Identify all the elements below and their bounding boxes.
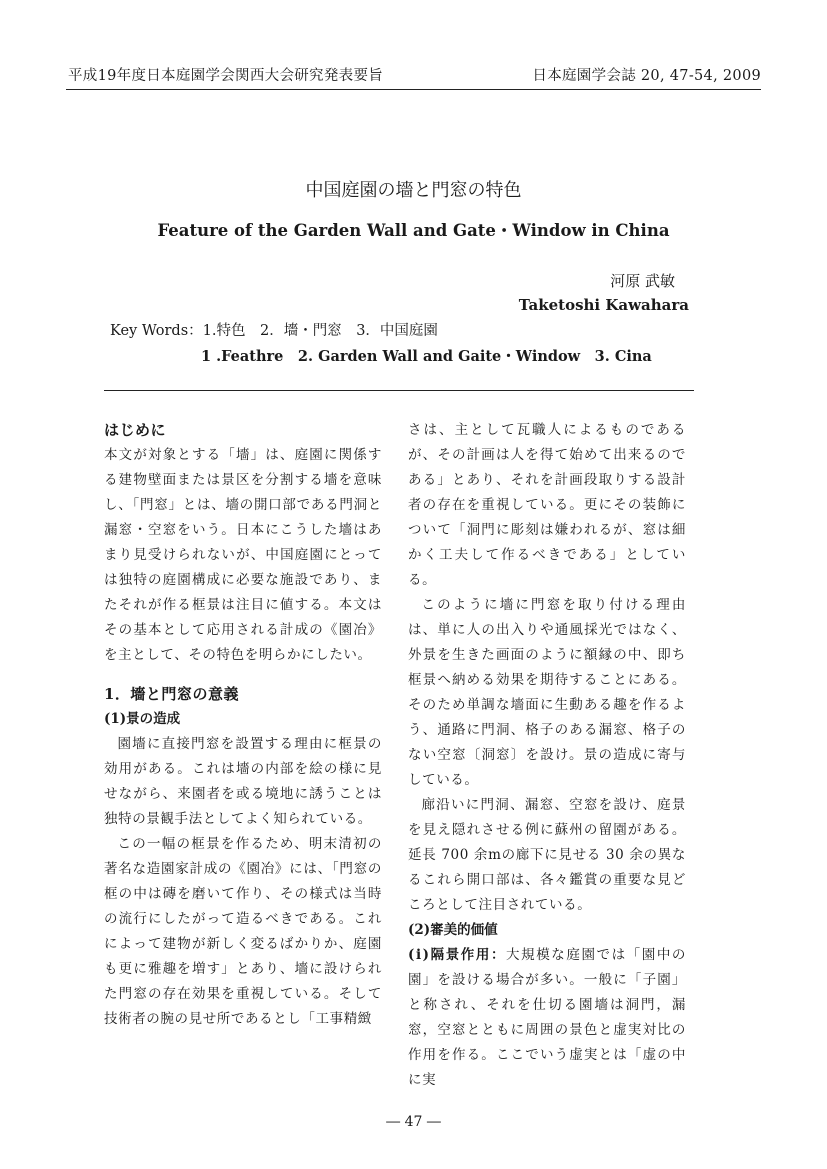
keywords-english: 1 .Feathre 2. Garden Wall and Gaite・Window 3. Cina: [201, 348, 652, 365]
subsection-2-heading: (2)審美的価値: [408, 922, 498, 938]
section-1-paragraph-2: この一幅の框景を作るため、明末清初の著名な造園家計成の《園冶》には、「門窓の框の中は磚を磨いて作り、その様式は当時の流行にしたがって造るべきである。これによって建物が新しく変るばかりか、庭園も更に雅趣を増す」とあり、墻に設けられた門窓の存在効果を重視している。そして技術者の腕の見せ所であるとし「工事精緻: [104, 836, 382, 1027]
section-1-paragraph-1: 園墻に直接門窓を設置する理由に框景の効用がある。これは墻の内部を絵の様に見せながら、来園者を或る境地に誘うことは独特の景観手法としてよく知られている。: [104, 736, 382, 827]
keywords-japanese: Key Words：1.特色 2．墻・門窓 3．中国庭園: [110, 323, 438, 339]
author-name-japanese: 河原 武敏: [610, 272, 675, 290]
paper-title-english: Feature of the Garden Wall and Gate・Window in China: [157, 221, 670, 240]
section-1-heading: 1．墻と門窓の意義: [104, 685, 239, 703]
paper-title-japanese: 中国庭園の墻と門窓の特色: [305, 180, 522, 201]
right-paragraph-1: さは、主として瓦職人によるものであるが、その計画は人を得て始めて出来るのである」とあり、それを計画段取りする設計者の存在を重視している。更にその装飾について「洞門に彫刻は嫌われるが、窓は細かく工夫して作るべきである」としている。: [408, 422, 686, 588]
left-column: [104, 418, 382, 1032]
separation-effect-label: (ⅰ)隔景作用：: [408, 947, 507, 963]
page-number: ― 47 ―: [386, 1114, 441, 1130]
journal-header-right: 日本庭園学会誌 20, 47-54, 2009: [532, 68, 761, 84]
right-paragraph-3: 廊沿いに門洞、漏窓、空窓を設け、庭景を見え隠れさせる例に蘇州の留園がある。延長 700 余mの廊下に見せる 30 余の異なるこれら開口部は、各々鑑賞の重要な見どころとして注目されている。: [408, 797, 686, 913]
right-column: [408, 418, 686, 1093]
separation-effect-text: 大規模な庭園では「園中の園」を設ける場合が多い。一般に「子園」と称され、それを仕切る園墻は洞門，漏窓，空窓とともに周囲の景色と虚実対比の作用を作る。ここでいう虚実とは「虚の中に実: [408, 947, 687, 1088]
right-paragraph-2: このように墻に門窓を取り付ける理由は、単に人の出入りや通風採光ではなく、外景を生きた画面のように額縁の中、即ち框景へ納める効果を期待することにある。そのため単調な墻面に生動ある趣を作るよう、通路に門洞、格子のある漏窓、格子のない空窓〔洞窓〕を設け。景の造成に寄与している。: [408, 597, 686, 788]
author-name-english: Taketoshi Kawahara: [518, 296, 689, 314]
right-paragraph-4: [408, 943, 686, 1093]
header-divider: [66, 89, 761, 90]
subsection-1-heading: (1)景の造成: [104, 711, 181, 727]
intro-heading: はじめに: [104, 421, 167, 439]
journal-header-left: 平成19年度日本庭園学会関西大会研究発表要旨: [68, 68, 384, 84]
body-divider: [104, 390, 694, 391]
intro-paragraph: 本文が対象とする「墻」は、庭園に関係する建物壁面または景区を分割する墻を意味し、「門窓」とは、墻の開口部である門洞と漏窓・空窓をいう。日本にこうした墻はあまり見受けられないが、中国庭園にとっては独特の庭園構成に必要な施設であり、またそれが作る框景は注目に値する。本文はその基本として応用される計成の《園冶》を主として、その特色を明らかにしたい。: [104, 447, 382, 663]
